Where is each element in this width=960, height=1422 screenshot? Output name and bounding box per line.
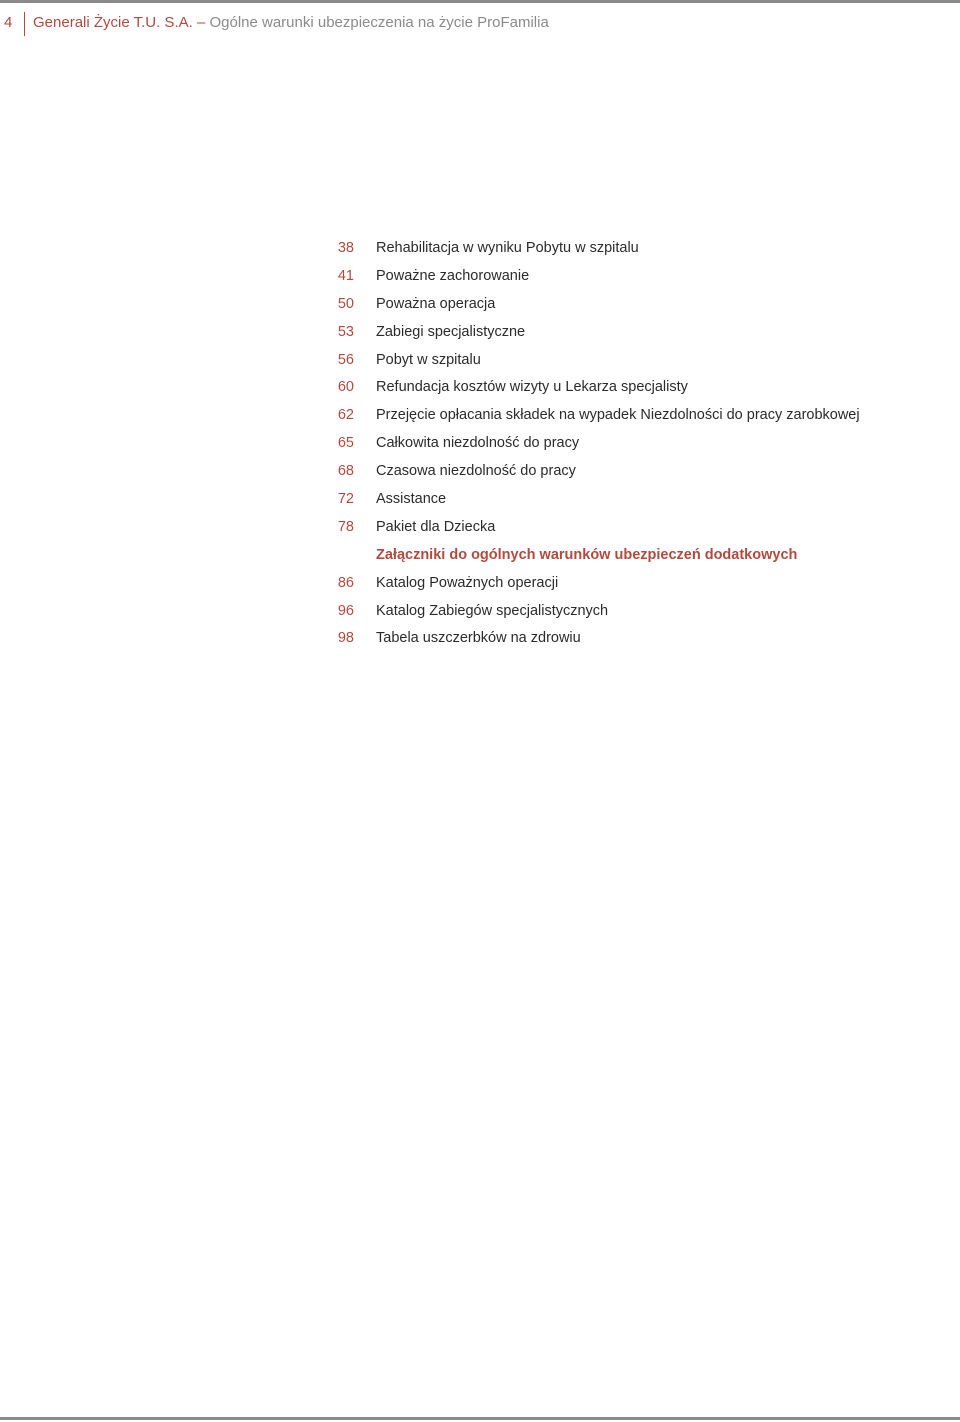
toc-row[interactable] — [330, 292, 930, 320]
toc-entry-label: Katalog Poważnych operacji — [376, 574, 559, 591]
toc-entry-label: Katalog Zabiegów specjalistycznych — [376, 602, 609, 619]
toc-entry-label: Przejęcie opłacania składek na wypadek Niezdolności do pracy zarobkowej — [376, 407, 860, 424]
document-title: Ogólne warunki ubezpieczenia na życie ProFamilia — [209, 14, 549, 31]
toc-page-number: 96 — [337, 602, 354, 619]
toc-entry-label: Poważna operacja — [376, 295, 496, 312]
toc-page-number: 56 — [337, 351, 354, 368]
toc-page-number: 86 — [337, 574, 354, 591]
toc-page-number: 53 — [337, 323, 354, 340]
toc-section-label: Załączniki do ogólnych warunków ubezpieczeń dodatkowych — [376, 546, 798, 563]
top-rule — [0, 0, 960, 3]
toc-section-heading[interactable] — [330, 543, 930, 571]
toc-row[interactable] — [330, 599, 930, 627]
toc-row[interactable] — [330, 459, 930, 487]
toc-page-number: 38 — [337, 240, 354, 256]
toc-entry-label: Refundacja kosztów wizyty u Lekarza specjalisty — [376, 379, 688, 396]
header-title — [33, 14, 549, 31]
toc-row[interactable] — [330, 431, 930, 459]
toc-entry-label: Pobyt w szpitalu — [376, 351, 481, 368]
toc-row[interactable] — [330, 320, 930, 348]
toc-page-number: 62 — [337, 407, 354, 424]
toc-entry-label: Czasowa niezdolność do pracy — [376, 463, 576, 480]
table-of-contents — [330, 236, 930, 654]
toc-entry-label: Całkowita niezdolność do pracy — [376, 435, 580, 452]
toc-page-number: 78 — [337, 518, 354, 535]
toc-page-number: 60 — [337, 379, 354, 396]
bottom-rule — [0, 1417, 960, 1420]
toc-page-number: 65 — [337, 435, 354, 452]
page-header — [0, 12, 960, 36]
header-divider — [24, 12, 25, 36]
company-name: Generali Życie T.U. S.A. — [33, 14, 193, 31]
toc-entry-label: Poważne zachorowanie — [376, 267, 530, 284]
toc-row[interactable] — [330, 571, 930, 599]
toc-entry-label: Assistance — [376, 491, 447, 508]
toc-row[interactable] — [330, 515, 930, 543]
toc-page-number: 41 — [337, 267, 354, 284]
toc-entry-label: Zabiegi specjalistyczne — [376, 323, 526, 340]
toc-page-number: 72 — [337, 491, 354, 508]
toc-row[interactable] — [330, 487, 930, 515]
page-number: 4 — [4, 14, 13, 31]
toc-entry-label: Tabela uszczerbków na zdrowiu — [376, 630, 581, 647]
toc-row[interactable] — [330, 348, 930, 376]
toc-row[interactable] — [330, 236, 930, 264]
toc-row[interactable] — [330, 264, 930, 292]
toc-entry-label: Pakiet dla Dziecka — [376, 518, 496, 535]
toc-row[interactable] — [330, 375, 930, 403]
toc-page-number: 50 — [337, 295, 354, 312]
title-separator: – — [192, 14, 210, 31]
toc-page-number: 68 — [337, 463, 354, 480]
toc-row[interactable] — [330, 626, 930, 654]
toc-page-number: 98 — [337, 630, 354, 647]
toc-entry-label: Rehabilitacja w wyniku Pobytu w szpitalu — [376, 240, 639, 256]
toc-row[interactable] — [330, 403, 930, 431]
